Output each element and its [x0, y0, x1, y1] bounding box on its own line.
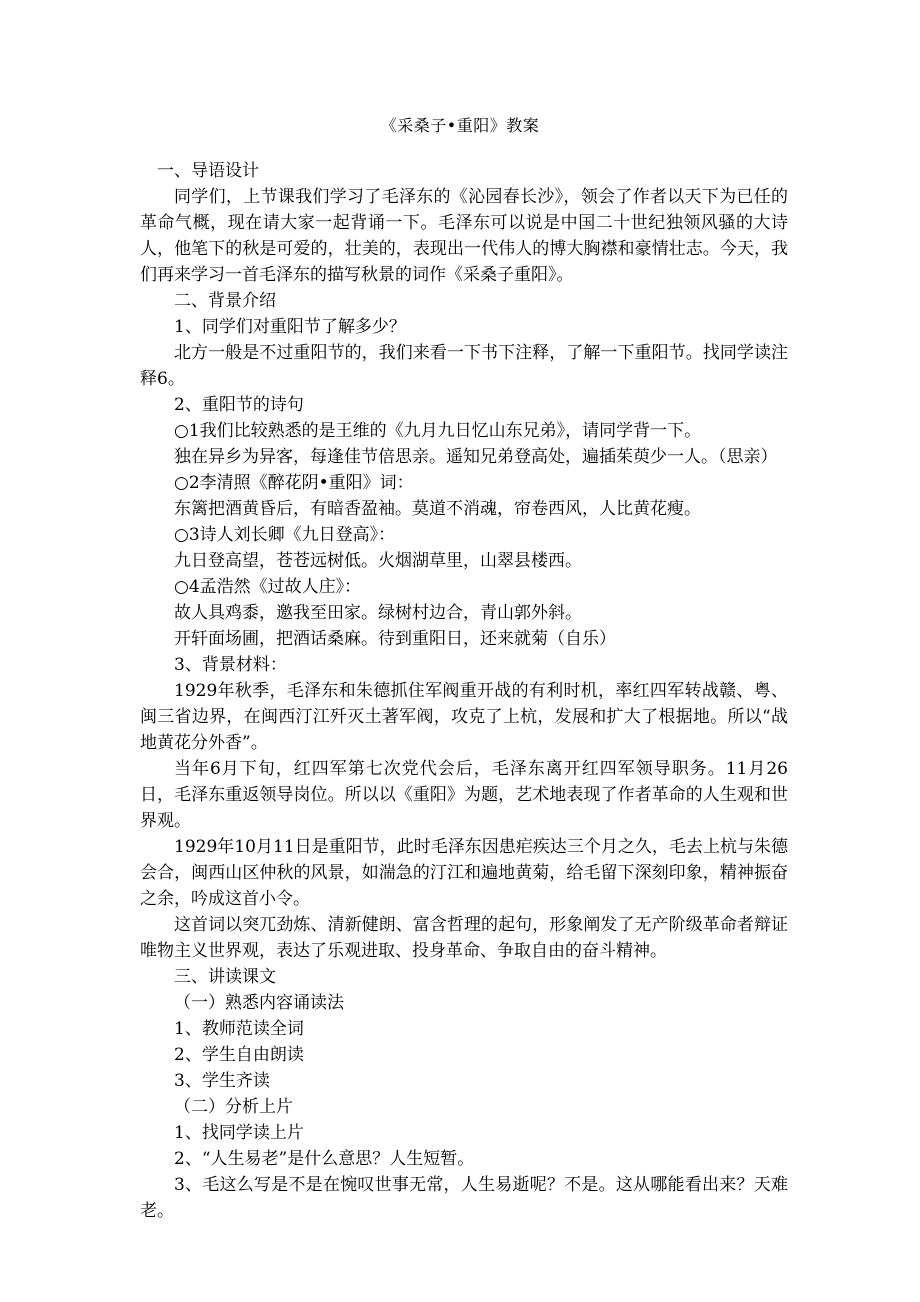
paragraph: 这首词以突兀劲炼、清新健朗、富含哲理的起句，形象阐发了无产阶级革命者辩证唯物主义世界观，表达了乐观进取、投身革命、争取自由的奋斗精神。	[140, 915, 788, 961]
paragraph: 九日登高望，苍苍远树低。火烟湖草里，山翠县楼西。	[174, 551, 582, 571]
paragraph: 3、背景材料：	[174, 655, 287, 675]
section-heading: 一、导语设计	[157, 161, 259, 181]
paragraph: （一）熟悉内容诵读法	[174, 993, 344, 1013]
paragraph: 东篱把酒黄昏后，有暗香盈袖。莫道不消魂，帘卷西风，人比黄花瘦。	[174, 499, 701, 519]
paragraph: 独在异乡为异客，每逢佳节倍思亲。遥知兄弟登高处，遍插茱萸少一人。（思亲）	[174, 447, 778, 467]
paragraph: 当年6月下旬，红四军第七次党代会后，毛泽东离开红四军领导职务。11月26日，毛泽东重返领导岗位。所以以《重阳》为题，艺术地表现了作者革命的人生观和世界观。	[140, 759, 788, 831]
paragraph: 三、讲读课文	[174, 967, 276, 987]
paragraph: 1、同学们对重阳节了解多少？	[174, 317, 406, 337]
paragraph: 1、找同学读上片	[174, 1123, 304, 1143]
paragraph: 同学们，上节课我们学习了毛泽东的《沁园春长沙》，领会了作者以天下为已任的革命气概，现在请大家一起背诵一下。毛泽东可以说是中国二十世纪独领风骚的大诗人，他笔下的秋是可爱的，壮美的，表现出一代伟人的博大胸襟和豪情壮志。今天，我们再来学习一首毛泽东的描写秋景的词作《采桑子重阳》。	[140, 187, 788, 285]
document-title: 《采桑子•重阳》教案	[380, 116, 540, 135]
paragraph: 3、学生齐读	[174, 1071, 270, 1091]
paragraph: 1929年10月11日是重阳节，此时毛泽东因患疟疾达三个月之久，毛去上杭与朱德会合，闽西山区仲秋的风景，如湍急的汀江和遍地黄菊，给毛留下深刻印象，精神振奋之余，吟成这首小令。	[140, 837, 788, 909]
paragraph: 故人具鸡黍，邀我至田家。绿树村边合，青山郭外斜。	[174, 603, 582, 623]
paragraph: 2、“人生易老”是什么意思？人生短暂。	[174, 1149, 475, 1169]
paragraph: ○2李清照《醉花阴•重阳》词：	[174, 473, 414, 493]
paragraph: 2、学生自由朗读	[174, 1045, 304, 1065]
paragraph: 1929年秋季，毛泽东和朱德抓住军阀重开战的有利时机，率红四军转战赣、粤、闽三省边界，在闽西汀江歼灭土著军阀，攻克了上杭，发展和扩大了根据地。所以“战地黄花分外香”。	[140, 681, 788, 753]
paragraph: ○3诗人刘长卿《九日登高》：	[174, 525, 396, 545]
paragraph: 开轩面场圃，把酒话桑麻。待到重阳日，还来就菊（自乐）	[174, 629, 616, 649]
document-body	[140, 158, 788, 1224]
paragraph: 1、教师范读全词	[174, 1019, 304, 1039]
paragraph: 二、背景介绍	[174, 291, 276, 311]
paragraph: 北方一般是不过重阳节的，我们来看一下书下注释，了解一下重阳节。找同学读注释6。	[140, 343, 788, 389]
paragraph: ○1我们比较熟悉的是王维的《九月九日忆山东兄弟》，请同学背一下。	[174, 421, 702, 441]
paragraph: （二）分析上片	[174, 1097, 293, 1117]
paragraph: ○4孟浩然《过故人庄》：	[174, 577, 362, 597]
paragraph: 2、重阳节的诗句	[174, 395, 304, 415]
paragraph: 3、毛这么写是不是在惋叹世事无常，人生易逝呢？不是。这从哪能看出来？天难老。	[140, 1175, 788, 1221]
